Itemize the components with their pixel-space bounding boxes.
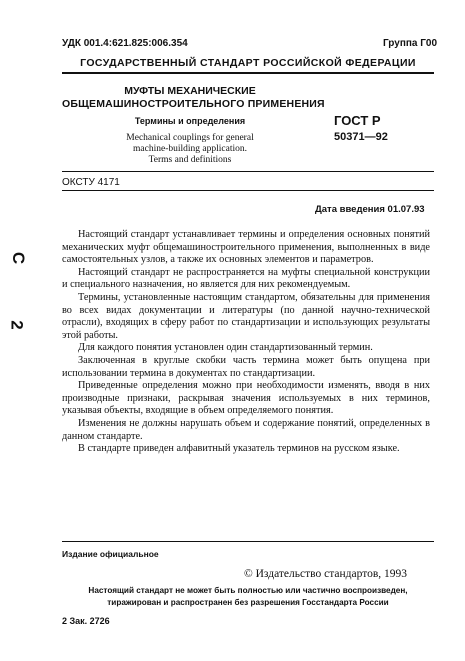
paragraph: Приведенные определения можно при необходимости изменять, вводя в них производные признаки, раскрывая значения используемых в них терминов, указывая объекты, входящие в объем определяемого понятия. (62, 380, 430, 417)
title-en-line-3: Terms and definitions (148, 155, 232, 165)
gost-number: 50371—92 (334, 131, 388, 143)
paragraph: Для каждого понятия установлен один стандартизованный термин. (78, 342, 373, 354)
official-edition: Издание официальное (62, 549, 159, 559)
paragraph: Настоящий стандарт устанавливает термины и определения основных понятий механических муфт общемашиностроительного применения, выполненных в виде самостоятельных узлов, а также их основных элементов и параметров. (62, 229, 430, 266)
reproduction-notice-line-1: Настоящий стандарт не может быть полностью или частично воспроизведен, (88, 586, 408, 595)
side-mark-c: С (9, 251, 29, 265)
udk-code: УДК 001.4:621.825:006.354 (62, 38, 188, 49)
title-line-2: ОБЩЕМАШИНОСТРОИТЕЛЬНОГО ПРИМЕНЕНИЯ (62, 98, 325, 110)
paragraph: Термины, установленные настоящим стандартом, обязательны для применения во всех видах документации и литературы (по данной научно-технической отрасли), входящих в сферу работ по стандартизации и использующих результаты этой работы. (62, 291, 430, 341)
header-rule (62, 72, 434, 74)
paragraph: Изменения не должны нарушать объем и содержание понятий, определенных в данном стандарте. (62, 417, 430, 442)
title-line-1: МУФТЫ МЕХАНИЧЕСКИЕ (124, 85, 256, 97)
title-en-line-2: machine-building application. (133, 144, 247, 154)
date-of-introduction: Дата введения 01.07.93 (315, 204, 425, 215)
standard-header-title: ГОСУДАРСТВЕННЫЙ СТАНДАРТ РОССИЙСКОЙ ФЕДЕРАЦИИ (80, 57, 416, 69)
copyright: © Издательство стандартов, 1993 (244, 568, 408, 580)
footer-rule-top (62, 541, 434, 542)
title-en-line-1: Mechanical couplings for general (126, 133, 254, 143)
gost-label: ГОСТ Р (334, 113, 381, 128)
paragraph: Настоящий стандарт не распространяется на муфты специальной конструкции и специального назначения, но является для них рекомендуемым. (62, 266, 430, 291)
paragraph: Заключенная в круглые скобки часть термина может быть опущена при использовании термина в документах по стандартизации. (62, 354, 430, 379)
body-text (62, 229, 430, 456)
okstu-rule (62, 190, 434, 191)
order-number: 2 Зак. 2726 (62, 616, 110, 626)
title-line-3: Термины и определения (134, 116, 246, 126)
reproduction-notice-line-2: тиражирован и распространен без разрешения Госстандарта России (107, 598, 389, 607)
side-mark-2: 2 (7, 320, 27, 330)
group-code: Группа Г00 (383, 38, 438, 49)
paragraph: В стандарте приведен алфавитный указатель терминов на русском языке. (78, 443, 400, 455)
title-rule (62, 171, 434, 172)
okstu-code: ОКСТУ 4171 (62, 177, 120, 188)
